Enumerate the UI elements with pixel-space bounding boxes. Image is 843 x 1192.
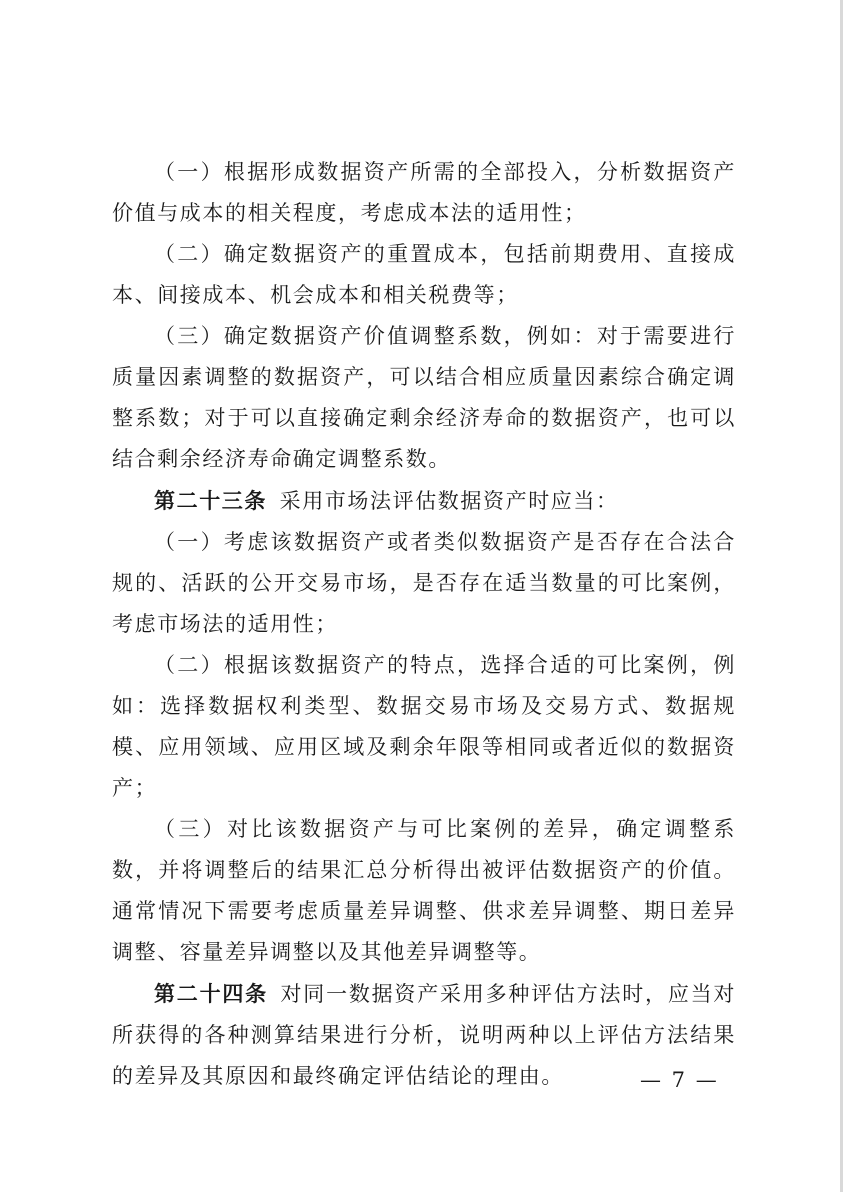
paragraph [112, 234, 736, 316]
article-paragraph [112, 480, 736, 522]
paragraph-text: （三）对比该数据资产与可比案例的差异，确定调整系数，并将调整后的结果汇总分析得出被评估数据资产的价值。通常情况下需要考虑质量差异调整、供求差异调整、期日差异调整、容量差异调整以及其他差异调整等。 [112, 817, 736, 964]
paragraph [112, 152, 736, 234]
paragraph-text: 对同一数据资产采用多种评估方法时，应当对所获得的各种测算结果进行分析，说明两种以上评估方法结果的差异及其原因和最终确定评估结论的理由。 [112, 982, 737, 1088]
paragraph-text: （一）根据形成数据资产所需的全部投入，分析数据资产价值与成本的相关程度，考虑成本法的适用性； [112, 160, 736, 225]
paragraph-text: （二）确定数据资产的重置成本，包括前期费用、直接成本、间接成本、机会成本和相关税费等； [112, 242, 736, 307]
document-body [112, 152, 736, 1097]
paragraph [112, 645, 736, 809]
page-number: — 7 — [640, 1068, 719, 1092]
paragraph-text: （二）根据该数据资产的特点，选择合适的可比案例，例如：选择数据权利类型、数据交易市场及交易方式、数据规模、应用领域、应用区域及剩余年限等相同或者近似的数据资产； [112, 653, 736, 800]
paragraph-text: 采用市场法评估数据资产时应当： [279, 489, 619, 513]
article-number: 第二十三条 [154, 488, 267, 513]
paragraph [112, 809, 736, 973]
paragraph-text: （三）确定数据资产价值调整系数，例如：对于需要进行质量因素调整的数据资产，可以结合相应质量因素综合确定调整系数；对于可以直接确定剩余经济寿命的数据资产，也可以结合剩余经济寿命确定调整系数。 [112, 324, 736, 471]
paragraph [112, 522, 736, 645]
paragraph-text: （一）考虑该数据资产或者类似数据资产是否存在合法合规的、活跃的公开交易市场，是否存在适当数量的可比案例，考虑市场法的适用性； [112, 530, 736, 636]
article-number: 第二十四条 [154, 981, 268, 1006]
paragraph [112, 316, 736, 480]
